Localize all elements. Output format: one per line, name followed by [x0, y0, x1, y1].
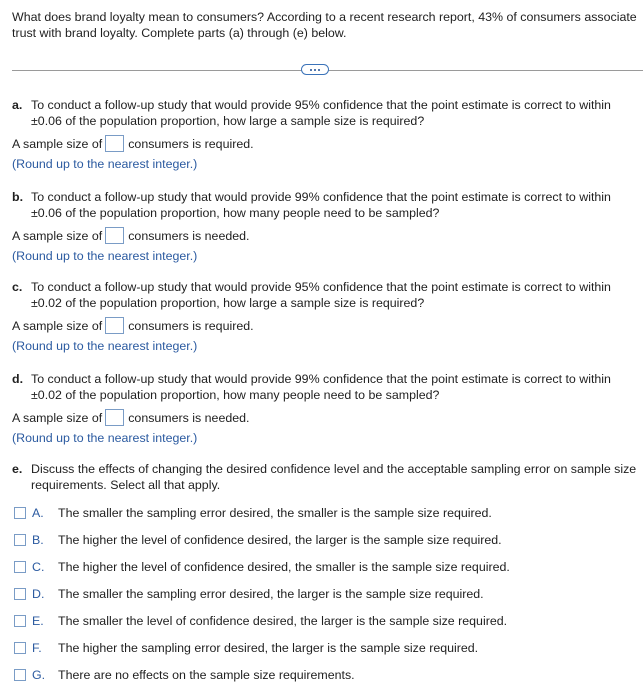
answer-suffix: consumers is required. — [128, 136, 254, 151]
part-c — [12, 279, 640, 354]
option-f[interactable] — [14, 639, 478, 657]
part-letter: d. — [12, 372, 24, 386]
option-a-checkbox[interactable] — [14, 507, 26, 519]
answer-line — [12, 226, 640, 245]
option-text: The higher the sampling error desired, the larger is the sample size required. — [58, 641, 479, 655]
option-text: The smaller the level of confidence desired, the larger is the sample size required. — [58, 614, 508, 628]
option-letter: G. — [32, 668, 46, 682]
part-d-question — [12, 371, 640, 403]
sample-size-input-c[interactable] — [105, 317, 124, 334]
answer-prefix: A sample size of — [12, 136, 103, 151]
answer-prefix: A sample size of — [12, 318, 103, 333]
expand-more-button[interactable] — [301, 64, 329, 75]
option-text: The higher the level of confidence desired, the smaller is the sample size required. — [58, 560, 510, 574]
answer-suffix: consumers is needed. — [128, 410, 250, 425]
question-text: To conduct a follow-up study that would provide 95% confidence that the point estimate is correct to within ±0.06 of the population proportion, how large a sample size is required? — [31, 98, 611, 128]
option-c-checkbox[interactable] — [14, 561, 26, 573]
option-letter: C. — [32, 560, 45, 574]
option-text: The smaller the sampling error desired, the larger is the sample size required. — [58, 587, 484, 601]
question-text: To conduct a follow-up study that would provide 99% confidence that the point estimate is correct to within ±0.06 of the population proportion, how many people need to be sampled? — [31, 190, 611, 220]
part-e-question — [12, 461, 640, 493]
option-text: There are no effects on the sample size requirements. — [58, 668, 355, 682]
answer-line — [12, 316, 640, 335]
option-b-checkbox[interactable] — [14, 534, 26, 546]
ellipsis-icon-dot — [310, 69, 312, 71]
option-letter: F. — [32, 641, 42, 655]
ellipsis-icon-dot — [314, 69, 316, 71]
option-g-checkbox[interactable] — [14, 669, 26, 681]
option-letter: A. — [32, 506, 44, 520]
part-letter: c. — [12, 280, 23, 294]
option-letter: E. — [32, 614, 44, 628]
option-e-checkbox[interactable] — [14, 615, 26, 627]
option-f-checkbox[interactable] — [14, 642, 26, 654]
part-a-question — [12, 97, 640, 129]
rounding-hint: (Round up to the nearest integer.) — [12, 157, 198, 171]
option-c[interactable] — [14, 558, 510, 576]
rounding-hint: (Round up to the nearest integer.) — [12, 339, 198, 353]
part-b — [12, 189, 640, 264]
rounding-hint: (Round up to the nearest integer.) — [12, 249, 198, 263]
option-letter: B. — [32, 533, 44, 547]
ellipsis-icon-dot — [318, 69, 320, 71]
option-text: The smaller the sampling error desired, the smaller is the sample size required. — [58, 506, 492, 520]
question-text: Discuss the effects of changing the desired confidence level and the acceptable sampling error on sample size requirements. Select all that apply. — [31, 462, 637, 492]
option-letter: D. — [32, 587, 45, 601]
answer-prefix: A sample size of — [12, 410, 103, 425]
option-e[interactable] — [14, 612, 507, 630]
answer-line — [12, 134, 640, 153]
option-d-checkbox[interactable] — [14, 588, 26, 600]
part-letter: e. — [12, 462, 23, 476]
part-d — [12, 371, 640, 446]
part-letter: b. — [12, 190, 24, 204]
problem-statement: What does brand loyalty mean to consumers? According to a recent research report, 43% of consumers associate trust with brand loyalty. Complete parts (a) through (e) below. — [12, 10, 637, 40]
answer-prefix: A sample size of — [12, 228, 103, 243]
question-text: To conduct a follow-up study that would provide 99% confidence that the point estimate is correct to within ±0.02 of the population proportion, how many people need to be sampled? — [31, 372, 611, 402]
option-a[interactable] — [14, 504, 492, 522]
rounding-hint: (Round up to the nearest integer.) — [12, 431, 198, 445]
sample-size-input-a[interactable] — [105, 135, 124, 152]
option-d[interactable] — [14, 585, 484, 603]
option-text: The higher the level of confidence desired, the larger is the sample size required. — [58, 533, 502, 547]
option-g[interactable] — [14, 666, 355, 684]
answer-suffix: consumers is required. — [128, 318, 254, 333]
sample-size-input-d[interactable] — [105, 409, 124, 426]
part-e — [12, 461, 640, 493]
question-text: To conduct a follow-up study that would provide 95% confidence that the point estimate is correct to within ±0.02 of the population proportion, how large a sample size is required? — [31, 280, 611, 310]
part-c-question — [12, 279, 640, 311]
answer-line — [12, 408, 640, 427]
part-letter: a. — [12, 98, 23, 112]
answer-suffix: consumers is needed. — [128, 228, 250, 243]
sample-size-input-b[interactable] — [105, 227, 124, 244]
part-b-question — [12, 189, 640, 221]
option-b[interactable] — [14, 531, 502, 549]
part-a — [12, 97, 640, 172]
